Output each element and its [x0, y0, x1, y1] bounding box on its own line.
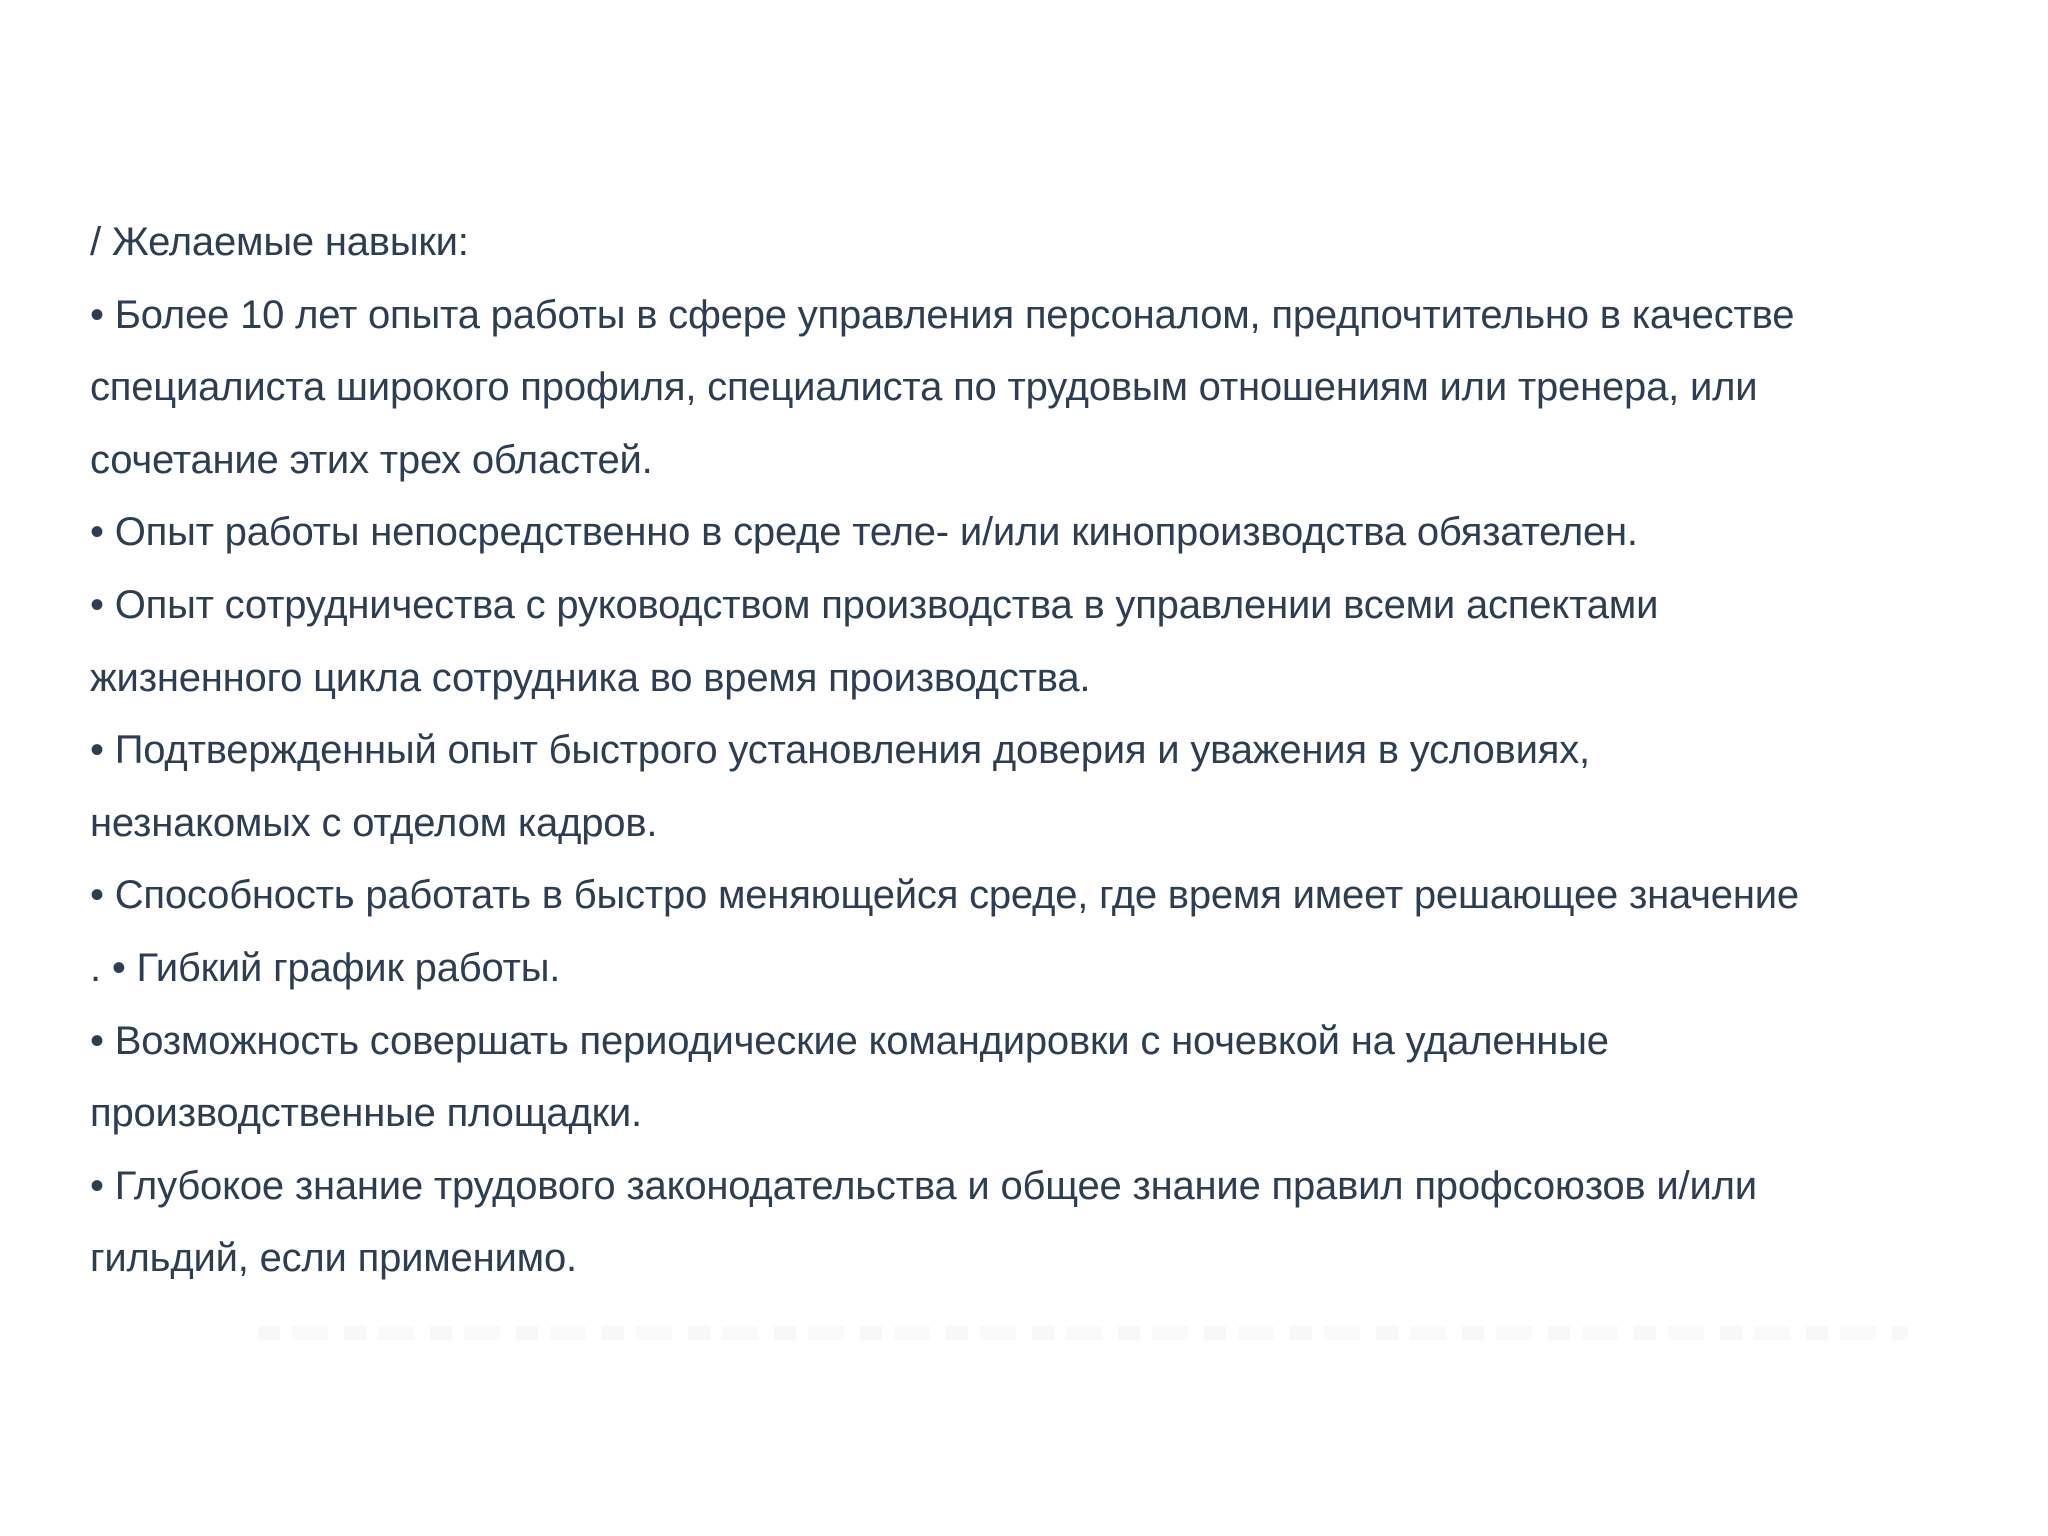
text-line: • Способность работать в быстро меняющейся среде, где время имеет решающее значение: [90, 873, 1799, 918]
text-line: • Опыт сотрудничества с руководством производства в управлении всеми аспектами: [90, 582, 1659, 627]
text-line: . • Гибкий график работы.: [90, 945, 561, 990]
heading-line: / Желаемые навыки:: [90, 220, 469, 264]
text-line: • Более 10 лет опыта работы в сфере управления персоналом, предпочтительно в качестве: [90, 292, 1795, 337]
text-line: сочетание этих трех областей.: [90, 437, 653, 482]
text-line: производственные площадки.: [90, 1091, 642, 1136]
skills-text-block: [90, 206, 2008, 1295]
text-line: • Глубокое знание трудового законодательства и общее знание правил профсоюзов и/или: [90, 1163, 1757, 1208]
text-line: • Подтвержденный опыт быстрого установления доверия и уважения в условиях,: [90, 728, 1590, 773]
text-line: незнакомых с отделом кадров.: [90, 800, 658, 845]
text-line: • Опыт работы непосредственно в среде теле- и/или кинопроизводства обязателен.: [90, 510, 1638, 555]
text-line: • Возможность совершать периодические командировки с ночевкой на удаленные: [90, 1018, 1609, 1063]
faint-ghost-text-line: [258, 1326, 1908, 1340]
text-line: гильдий, если применимо.: [90, 1236, 577, 1281]
text-line: специалиста широкого профиля, специалиста по трудовым отношениям или тренера, или: [90, 365, 1758, 410]
text-line: жизненного цикла сотрудника во время производства.: [90, 655, 1091, 700]
